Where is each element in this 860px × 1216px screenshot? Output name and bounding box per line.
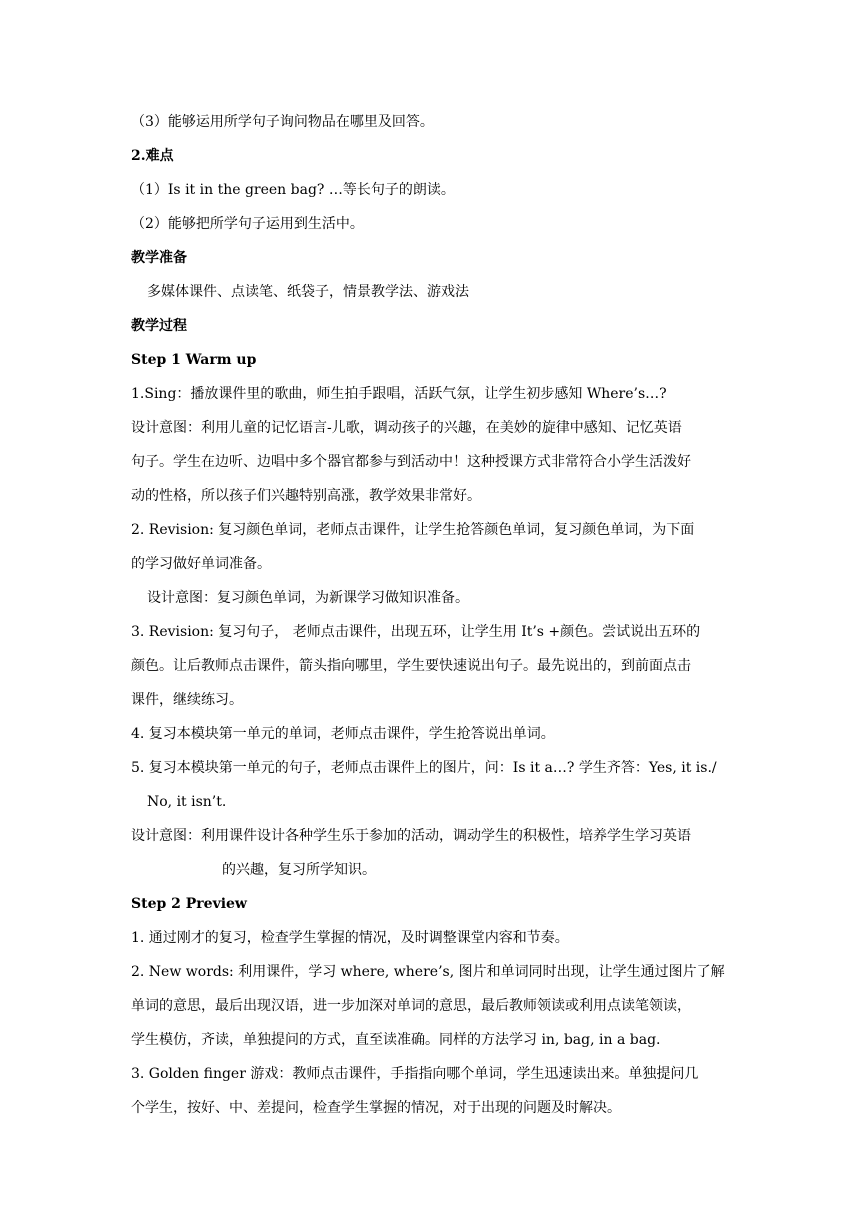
text-line: 设计意图：利用课件设计各种学生乐于参加的活动，调动学生的积极性，培养学生学习英语 [131, 828, 691, 844]
text-line: 设计意图：利用儿童的记忆语言-儿歌，调动孩子的兴趣，在美妙的旋律中感知、记忆英语 [131, 420, 682, 436]
text-line: 单词的意思，最后出现汉语，进一步加深对单词的意思，最后教师领读或利用点读笔领读， [131, 998, 691, 1014]
text-line: 3. Revision: 复习句子， 老师点击课件，出现五环，让学生用 It’s +颜色。尝试说出五环的 [131, 624, 701, 640]
text-line: 动的性格，所以孩子们兴趣特别高涨，教学效果非常好。 [131, 488, 481, 504]
text-line: 1.Sing：播放课件里的歌曲，师生拍手跟唱，活跃气氛，让学生初步感知 Where’s…? [131, 386, 667, 402]
text-line: 设计意图：复习颜色单词，为新课学习做知识准备。 [147, 590, 469, 606]
text-line: 多媒体课件、点读笔、纸袋子，情景教学法、游戏法 [147, 284, 469, 300]
text-line: （3）能够运用所学句子询问物品在哪里及回答。 [131, 114, 434, 130]
text-line: 2. New words: 利用课件，学习 where, where’s, 图片和单词同时出现，让学生通过图片了解 [131, 964, 725, 980]
text-line: （2）能够把所学句子运用到生活中。 [131, 216, 364, 232]
text-line: 颜色。让后教师点击课件，箭头指向哪里，学生要快速说出句子。最先说出的，到前面点击 [131, 658, 691, 674]
text-line: No, it isn’t. [147, 794, 227, 810]
text-line: 学生模仿，齐读，单独提问的方式，直至读准确。同样的方法学习 in, bag, in a bag. [131, 1032, 661, 1048]
text-line: 3. Golden finger 游戏：教师点击课件，手指指向哪个单词，学生迅速读出来。单独提问几 [131, 1066, 699, 1082]
section-heading: 教学过程 [131, 318, 187, 334]
text-line: 句子。学生在边听、边唱中多个器官都参与到活动中！这种授课方式非常符合小学生活泼好 [131, 454, 691, 470]
text-line: 的学习做好单词准备。 [131, 556, 271, 572]
text-line: 1. 通过刚才的复习，检查学生掌握的情况，及时调整课堂内容和节奏。 [131, 930, 569, 946]
text-line: 个学生，按好、中、差提问，检查学生掌握的情况，对于出现的问题及时解决。 [131, 1100, 621, 1116]
text-line: 课件，继续练习。 [131, 692, 243, 708]
section-heading: 教学准备 [131, 250, 187, 266]
step-heading: Step 1 Warm up [131, 352, 257, 368]
step-heading: Step 2 Preview [131, 896, 247, 912]
text-line: 4. 复习本模块第一单元的单词，老师点击课件，学生抢答说出单词。 [131, 726, 555, 742]
section-heading: 2.难点 [131, 148, 174, 164]
text-line: 5. 复习本模块第一单元的句子，老师点击课件上的图片，问：Is it a…? 学生齐答：Yes, it is./ [131, 760, 717, 776]
text-line: （1）Is it in the green bag? …等长句子的朗读。 [131, 182, 455, 198]
text-line: 的兴趣，复习所学知识。 [222, 862, 376, 878]
text-line: 2. Revision: 复习颜色单词，老师点击课件，让学生抢答颜色单词，复习颜色单词，为下面 [131, 522, 695, 538]
